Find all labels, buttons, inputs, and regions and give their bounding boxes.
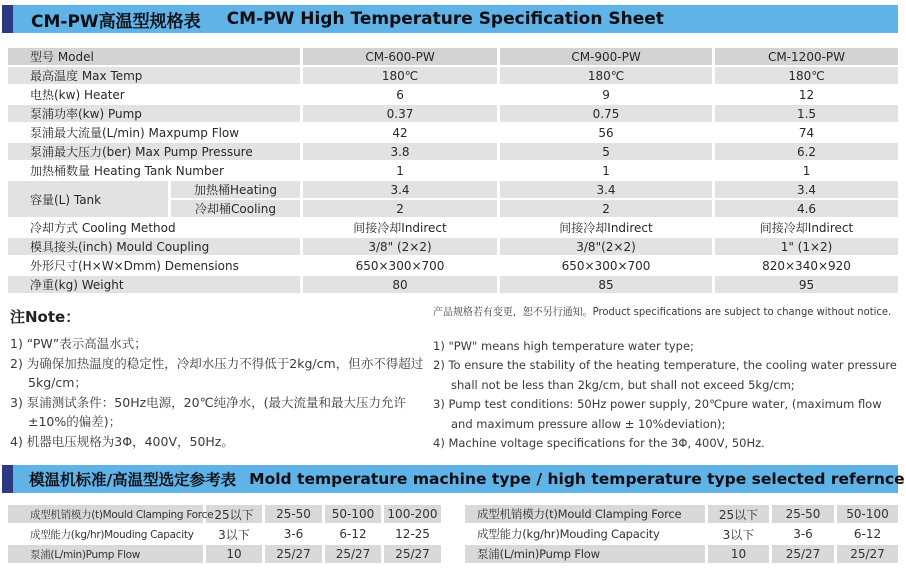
section2-title-zh: 模温机标准/高温型选定参考表 (29, 471, 237, 489)
spec-cell: 74 (712, 124, 898, 143)
model-name: CM-1200-PW (712, 48, 898, 67)
spec-header-row (8, 48, 898, 67)
section2-header-bar (2, 465, 905, 493)
spec-row-label: 最高温度 Max Temp (8, 67, 300, 86)
model-name: CM-600-PW (300, 48, 497, 67)
spec-row-heater (8, 86, 898, 105)
spec-cell: 0.75 (497, 105, 712, 124)
tank-capacity-label: 容量(L) Tank (8, 181, 168, 219)
ref-cell: 25以下 (705, 505, 769, 523)
note-item-zh: 3) 泵浦测试条件：50Hz电源，20℃纯净水，(最大流量和最大压力允许±10%的偏差)； (10, 394, 406, 429)
spec-cell: 间接冷却Indirect (497, 219, 712, 238)
ref-cell: 25/27 (834, 545, 898, 563)
spec-row-tank-heating (8, 181, 898, 200)
ref-row-label: 成型机销模力(t)Mould Clamping Force (8, 505, 203, 523)
ref-row-moulding-capacity (465, 525, 898, 543)
ref-cell: 6-12 (322, 525, 381, 543)
spec-cell: 1 (300, 162, 497, 181)
ref-cell: 25以下 (203, 505, 262, 523)
spec-row-pump-power (8, 105, 898, 124)
spec-cell: 3/8" (2×2) (300, 238, 497, 257)
ref-cell: 100-200 (381, 505, 441, 523)
spec-row-mould-coupling (8, 238, 898, 257)
note-heading: 注Note： (10, 308, 81, 326)
note-item-zh: 2) 为确保加热温度的稳定性，冷却水压力不得低于2kg/cm，但亦不得超过5kg/cm； (10, 355, 424, 390)
spec-row-dimensions (8, 257, 898, 276)
ref-cell: 3-6 (262, 525, 322, 543)
ref-row-label: 泵浦(L/min)Pump Flow (8, 545, 203, 563)
spec-cell: 3/8"(2×2) (497, 238, 712, 257)
ref-cell: 10 (203, 545, 262, 563)
spec-cell: 5 (497, 143, 712, 162)
ref-cell: 25-50 (262, 505, 322, 523)
ref-row-label: 泵浦(L/min)Pump Flow (465, 545, 705, 563)
section1-title-en: CM-PW High Temperature Specification Sheet (226, 9, 664, 29)
ref-cell: 25-50 (769, 505, 834, 523)
spec-cell: 42 (300, 124, 497, 143)
spec-row-label: 泵浦功率(kw) Pump (8, 105, 300, 124)
note-item-zh: 4) 机器电压规格为3Φ，400V，50Hz。 (10, 433, 234, 449)
section2-title-en: Mold temperature machine type / high temperature type selected refernce (249, 470, 905, 488)
spec-row-max-pressure (8, 143, 898, 162)
spec-row-cooling-method (8, 219, 898, 238)
ref-table-left (8, 503, 441, 565)
note-item-en: 4) Machine voltage specifications for the 3Φ, 400V, 50Hz. (433, 436, 765, 450)
note-item-zh: 1) “PW”表示高温水式； (10, 336, 147, 351)
spec-cell: 3.4 (497, 181, 712, 200)
header-accent-block (2, 465, 13, 493)
spec-row-label: 泵浦最大流量(L/min) Maxpump Flow (8, 124, 300, 143)
spec-cell: 56 (497, 124, 712, 143)
ref-table-right (465, 503, 898, 565)
spec-row-label: 冷却方式 Cooling Method (8, 219, 300, 238)
ref-cell: 3以下 (705, 525, 769, 543)
ref-row-clamping-force (465, 505, 898, 523)
spec-row-label: 电热(kw) Heater (8, 86, 300, 105)
header-accent-block (2, 5, 13, 33)
spec-row-tank-number (8, 162, 898, 181)
spec-cell: 650×300×700 (497, 257, 712, 276)
spec-cell: 12 (712, 86, 898, 105)
change-notice: 产品规格若有变更，恕不另行通知。Product specifications are subject to change without notice. (433, 306, 892, 318)
spec-cell: 1.5 (712, 105, 898, 124)
spec-table (8, 48, 898, 295)
ref-cell: 3以下 (203, 525, 262, 543)
spec-cell: 180℃ (497, 67, 712, 86)
model-label: 型号 Model (8, 48, 300, 67)
ref-cell: 12-25 (381, 525, 441, 543)
spec-cell: 6.2 (712, 143, 898, 162)
model-name: CM-900-PW (497, 48, 712, 67)
notes-zh (10, 334, 428, 451)
ref-row-label: 成型能力(kg/hr)Mouding Capacity (465, 525, 705, 543)
tank-heating-label: 加热桶Heating (168, 181, 300, 200)
note-item-en: 3) Pump test conditions: 50Hz power supply, 20℃pure water, (maximum flow and maximum pressure allow ± 10%deviation); (433, 397, 882, 431)
spec-cell: 95 (712, 276, 898, 295)
section1-title-zh: CM-PW高温型规格表 (31, 11, 201, 32)
spec-row-label: 净重(kg) Weight (8, 276, 300, 295)
spec-cell: 3.4 (300, 181, 497, 200)
ref-cell: 25/27 (381, 545, 441, 563)
spec-cell: 4.6 (712, 200, 898, 219)
ref-cell: 25/27 (769, 545, 834, 563)
spec-cell: 0.37 (300, 105, 497, 124)
spec-cell: 1 (497, 162, 712, 181)
ref-row-label: 成型机销模力(t)Mould Clamping Force (465, 505, 705, 523)
ref-row-label: 成型能力(kg/hr)Mouding Capacity (8, 525, 203, 543)
spec-row-label: 泵浦最大压力(ber) Max Pump Pressure (8, 143, 300, 162)
ref-cell: 3-6 (769, 525, 834, 543)
spec-cell: 180℃ (712, 67, 898, 86)
spec-row-label: 加热桶数量 Heating Tank Number (8, 162, 300, 181)
spec-cell: 650×300×700 (300, 257, 497, 276)
spec-row-weight (8, 276, 898, 295)
ref-cell: 50-100 (322, 505, 381, 523)
note-item-en: 1) "PW" means high temperature water type; (433, 338, 694, 353)
tank-cooling-label: 冷却桶Cooling (168, 200, 300, 219)
spec-cell: 3.8 (300, 143, 497, 162)
spec-row-label: 模具接头(inch) Mould Coupling (8, 238, 300, 257)
spec-cell: 80 (300, 276, 497, 295)
spec-cell: 2 (300, 200, 497, 219)
ref-cell: 25/27 (322, 545, 381, 563)
spec-cell: 85 (497, 276, 712, 295)
spec-cell: 180℃ (300, 67, 497, 86)
spec-cell: 820×340×920 (712, 257, 898, 276)
spec-cell: 6 (300, 86, 497, 105)
spec-row-label: 外形尺寸(H×W×Dmm) Demensions (8, 257, 300, 276)
ref-cell: 6-12 (834, 525, 898, 543)
spec-cell: 间接冷却Indirect (712, 219, 898, 238)
spec-cell: 3.4 (712, 181, 898, 200)
ref-row-pump-flow (465, 545, 898, 563)
spec-cell: 1" (1×2) (712, 238, 898, 257)
note-item-en: 2) To ensure the stability of the heating temperature, the cooling water pressure shall not be less than 2kg/cm, but shall not exceed 5kg/cm; (433, 358, 897, 392)
section1-header-bar (2, 5, 898, 33)
spec-cell: 1 (712, 162, 898, 181)
ref-row-pump-flow (8, 545, 441, 563)
ref-cell: 10 (705, 545, 769, 563)
ref-row-moulding-capacity (8, 525, 441, 543)
notes-en (433, 303, 901, 454)
spec-row-max-flow (8, 124, 898, 143)
spec-cell: 间接冷却Indirect (300, 219, 497, 238)
ref-cell: 50-100 (834, 505, 898, 523)
ref-cell: 25/27 (262, 545, 322, 563)
spec-cell: 9 (497, 86, 712, 105)
spec-cell: 2 (497, 200, 712, 219)
ref-row-clamping-force (8, 505, 441, 523)
spec-row-max-temp (8, 67, 898, 86)
